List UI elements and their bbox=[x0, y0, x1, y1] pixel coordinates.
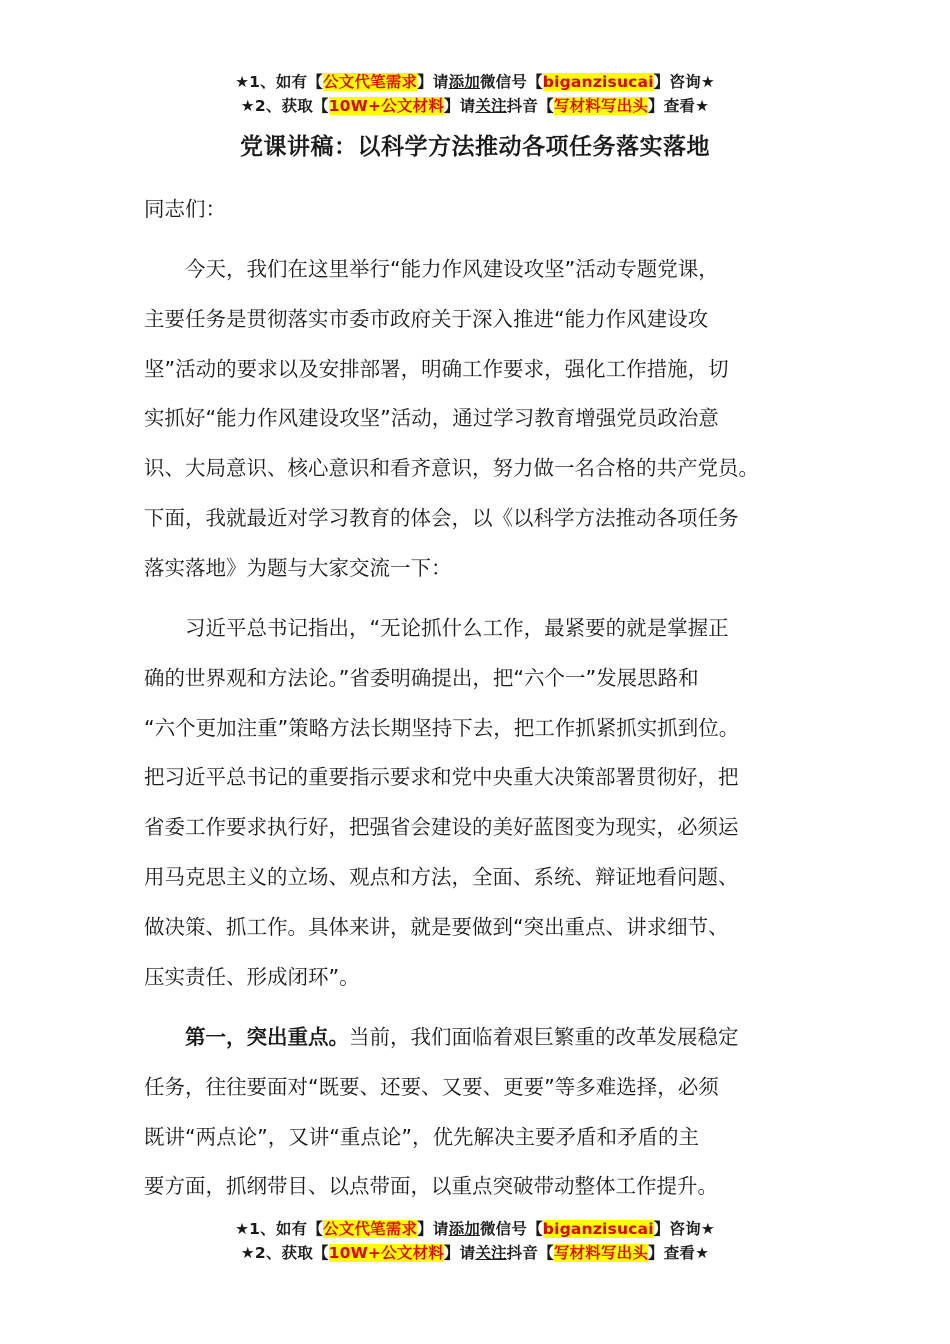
text-line: 省委工作要求执行好，把强省会建设的美好蓝图变为现实，必须运 bbox=[144, 815, 739, 840]
banner-text: 】请 bbox=[417, 1220, 449, 1238]
text-line: 任务，往往要面对“既要、还要、又要、更要”等多难选择，必须 bbox=[144, 1074, 719, 1099]
paragraph-3 bbox=[144, 1013, 824, 1212]
banner-line-1 bbox=[0, 70, 950, 94]
highlight-service: 公文代笔需求 bbox=[322, 73, 418, 91]
highlight-service: 公文代笔需求 bbox=[322, 1220, 418, 1238]
banner-text: ★1、如有【 bbox=[235, 73, 323, 91]
text-line: 识、大局意识、核心意识和看齐意识，努力做一名合格的共产党员。 bbox=[144, 456, 759, 481]
text-line: 下面，我就最近对学习教育的体会，以《以科学方法推动各项任务 bbox=[144, 505, 739, 530]
underlined-word: 关注 bbox=[475, 1244, 507, 1262]
highlight-douyin-account: 写材料写出头 bbox=[553, 1244, 649, 1262]
highlight-wechat-id: biganzisucai bbox=[542, 73, 654, 91]
text-line: 做决策、抓工作。具体来讲，就是要做到“突出重点、讲求细节、 bbox=[144, 914, 729, 939]
banner-line-2 bbox=[0, 1241, 950, 1265]
paragraph-1 bbox=[144, 245, 824, 594]
text-line: 要方面，抓纲带目、以点带面，以重点突破带动整体工作提升。 bbox=[144, 1174, 718, 1199]
banner-text: 】请 bbox=[417, 73, 449, 91]
text-line bbox=[144, 1013, 824, 1063]
banner-line-2 bbox=[0, 94, 950, 118]
banner-text: 微信号【 bbox=[479, 1220, 543, 1238]
banner-text: 】请 bbox=[443, 1244, 476, 1262]
text-line: 主要任务是贯彻落实市委市政府关于深入推进“能力作风建设攻 bbox=[144, 306, 709, 331]
text-fragment: 当前，我们面临着艰巨繁重的改革发展稳定 bbox=[349, 1025, 739, 1049]
highlight-materials: 10W+公文材料 bbox=[328, 97, 444, 115]
banner-text: 】请 bbox=[443, 97, 476, 115]
banner-text: ★2、获取【 bbox=[240, 1244, 329, 1262]
text-line: “六个更加注重”策略方法长期坚持下去，把工作抓紧抓实抓到位。 bbox=[144, 715, 740, 740]
highlight-wechat-id: biganzisucai bbox=[542, 1220, 654, 1238]
paragraph-2 bbox=[144, 604, 824, 1002]
banner-text: ★1、如有【 bbox=[235, 1220, 323, 1238]
footer-banner bbox=[0, 1217, 950, 1265]
text-line: 落实落地》为题与大家交流一下： bbox=[144, 555, 452, 580]
text-line: 确的世界观和方法论。”省委明确提出，把“六个一”发展思路和 bbox=[144, 665, 699, 690]
banner-text: 抖音【 bbox=[506, 97, 554, 115]
banner-text: 】查看★ bbox=[648, 97, 710, 115]
text-line: 压实责任、形成闭环”。 bbox=[144, 964, 360, 989]
document-title: 党课讲稿：以科学方法推动各项任务落实落地 bbox=[240, 134, 710, 160]
text-line: 实抓好“能力作风建设攻坚”活动，通过学习教育增强党员政治意 bbox=[144, 406, 719, 431]
text-line: 坚”活动的要求以及安排部署，明确工作要求，强化工作措施，切 bbox=[144, 356, 729, 381]
section-lead: 第一，突出重点。 bbox=[185, 1025, 349, 1049]
banner-text: 微信号【 bbox=[479, 73, 543, 91]
text-line: 用马克思主义的立场、观点和方法，全面、系统、辩证地看问题、 bbox=[144, 864, 739, 889]
banner-text: 】查看★ bbox=[648, 1244, 710, 1262]
underlined-word: 添加 bbox=[448, 1220, 480, 1238]
banner-text: ★2、获取【 bbox=[240, 97, 329, 115]
banner-line-1 bbox=[0, 1217, 950, 1241]
banner-text: 抖音【 bbox=[506, 1244, 554, 1262]
salutation: 同志们： bbox=[144, 197, 226, 221]
header-banner bbox=[0, 70, 950, 118]
highlight-douyin-account: 写材料写出头 bbox=[553, 97, 649, 115]
banner-text: 】咨询★ bbox=[653, 73, 715, 91]
text-line: 习近平总书记指出，“无论抓什么工作，最紧要的就是掌握正 bbox=[185, 616, 729, 640]
underlined-word: 关注 bbox=[475, 97, 507, 115]
text-line: 既讲“两点论”，又讲“重点论”，优先解决主要矛盾和矛盾的主 bbox=[144, 1124, 699, 1149]
underlined-word: 添加 bbox=[448, 73, 480, 91]
banner-text: 】咨询★ bbox=[653, 1220, 715, 1238]
text-line: 今天，我们在这里举行“能力作风建设攻坚”活动专题党课， bbox=[185, 257, 719, 281]
highlight-materials: 10W+公文材料 bbox=[328, 1244, 444, 1262]
text-line: 把习近平总书记的重要指示要求和党中央重大决策部署贯彻好，把 bbox=[144, 765, 739, 790]
